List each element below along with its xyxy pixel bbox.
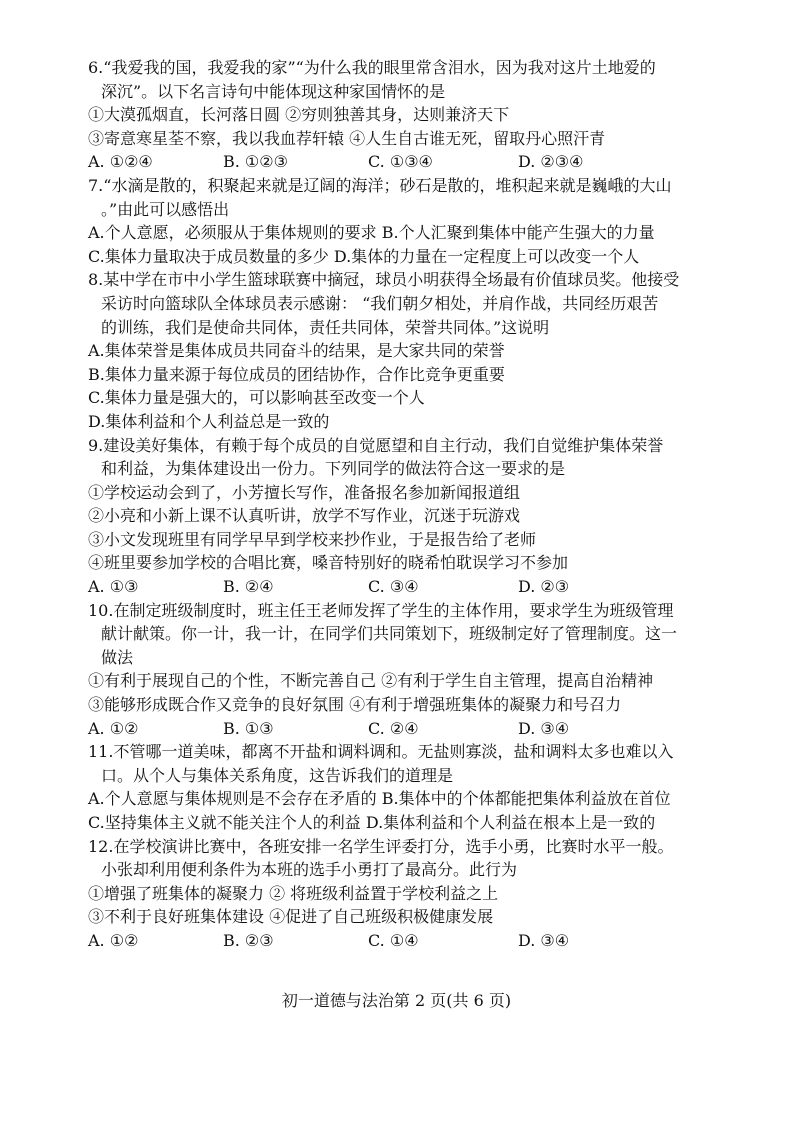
question-stem: 采访时向篮球队全体球员表示感谢： “我们朝夕相处，并肩作战，共同经历艰苦 <box>101 293 659 313</box>
question-stem: 深沉”。以下名言诗句中能体现这种家国情怀的是 <box>101 81 446 101</box>
question-stem: 8.某中学在市中小学生篮球联赛中摘冠，球员小明获得全场最有价值球员奖。他接受 <box>88 270 680 290</box>
answer-choices <box>88 575 710 599</box>
choice-c[interactable]: C. ①④ <box>368 930 419 950</box>
question-stem: 。”由此可以感悟出 <box>101 199 230 219</box>
choice-a[interactable]: A. ①② <box>88 718 139 738</box>
exam-page <box>88 56 710 953</box>
choice-d[interactable]: D. ③④ <box>518 930 570 950</box>
choice-a[interactable]: A. ①②④ <box>88 152 153 172</box>
question-12 <box>88 835 710 953</box>
option-line[interactable]: C.坚持集体主义就不能关注个人的利益 D.集体利益和个人利益在根本上是一致的 <box>88 813 656 832</box>
question-stem: 7.“水滴是散的，积聚起来就是辽阔的海洋；砂石是散的，堆积起来就是巍峨的大山 <box>88 175 672 195</box>
statement-line: ③不利于良好班集体建设 ④促进了自己班级积极健康发展 <box>88 907 494 927</box>
question-6 <box>88 56 710 174</box>
statement-line: ③能够形成既合作又竞争的良好氛围 ④有利于增强班集体的凝聚力和号召力 <box>88 695 622 715</box>
choice-b[interactable]: B. ②④ <box>223 577 274 597</box>
question-11 <box>88 740 710 834</box>
option-a[interactable]: A.集体荣誉是集体成员共同奋斗的结果，是大家共同的荣誉 <box>88 341 505 361</box>
choice-d[interactable]: D. ②③ <box>518 577 570 597</box>
question-8 <box>88 268 710 433</box>
statement-line: ③小文发现班里有同学早早到学校来抄作业，于是报告给了老师 <box>88 529 537 549</box>
question-7 <box>88 174 710 268</box>
choice-c[interactable]: C. ③④ <box>368 577 419 597</box>
choice-d[interactable]: D. ②③④ <box>518 152 584 172</box>
statement-line: ②小亮和小新上课不认真听讲，放学不写作业，沉迷于玩游戏 <box>88 506 521 526</box>
choice-d[interactable]: D. ③④ <box>518 718 570 738</box>
question-9 <box>88 434 710 599</box>
choice-a[interactable]: A. ①③ <box>88 577 139 597</box>
choice-c[interactable]: C. ②④ <box>368 718 419 738</box>
statement-line: ①增强了班集体的凝聚力 ② 将班级利益置于学校利益之上 <box>88 883 499 903</box>
choice-b[interactable]: B. ②③ <box>223 930 274 950</box>
option-b[interactable]: B.集体力量来源于每位成员的团结协作，合作比竞争更重要 <box>88 364 505 384</box>
statement-line: ①有利于展现自己的个性，不断完善自己 ②有利于学生自主管理，提高自治精神 <box>88 671 654 691</box>
statement-line: ③寄意寒星荃不察，我以我血荐轩辕 ④人生自古谁无死，留取丹心照汗青 <box>88 128 606 148</box>
question-stem: 口。从个人与集体关系角度，这告诉我们的道理是 <box>101 765 454 785</box>
statement-line: ①大漠孤烟直，长河落日圆 ②穷则独善其身，达则兼济天下 <box>88 105 510 125</box>
question-10 <box>88 599 710 741</box>
question-stem: 献计献策。你一计，我一计，在同学们共同策划下，班级制定好了管理制度。这一 <box>101 624 678 644</box>
option-line[interactable]: A.个人意愿与集体规则是不会存在矛盾的 B.集体中的个体都能把集体利益放在首位 <box>88 789 671 809</box>
option-line[interactable]: A.个人意愿，必须服从于集体规则的要求 B.个人汇聚到集体中能产生强大的力量 <box>88 223 655 243</box>
option-c[interactable]: C.集体力量是强大的，可以影响甚至改变一个人 <box>88 388 425 408</box>
question-stem: 小张却利用便利条件为本班的选手小勇打了最高分。此行为 <box>101 860 518 880</box>
choice-a[interactable]: A. ①② <box>88 930 139 950</box>
answer-choices <box>88 929 710 953</box>
choice-b[interactable]: B. ①②③ <box>223 152 288 172</box>
question-stem: 的训练，我们是使命共同体，责任共同体，荣誉共同体。”这说明 <box>101 317 550 337</box>
answer-choices <box>88 717 710 741</box>
option-d[interactable]: D.集体利益和个人利益总是一致的 <box>88 411 330 431</box>
question-stem: 11.不管哪一道美味，都离不开盐和调料调和。无盐则寡淡，盐和调料太多也难以入 <box>88 742 674 762</box>
choice-b[interactable]: B. ①③ <box>223 718 274 738</box>
statement-line: ①学校运动会到了，小芳擅长写作，准备报名参加新闻报道组 <box>88 482 521 502</box>
question-stem: 做法 <box>101 647 134 667</box>
choice-c[interactable]: C. ①③④ <box>368 152 433 172</box>
question-stem: 10.在制定班级制度时，班主任王老师发挥了学生的主体作用，要求学生为班级管理 <box>88 600 674 620</box>
answer-choices <box>88 150 710 174</box>
question-stem: 12.在学校演讲比赛中，各班安排一名学生评委打分，选手小勇，比赛时水平一般。 <box>88 836 674 856</box>
statement-line: ④班里要参加学校的合唱比赛，嗓音特别好的晓希怕耽误学习不参加 <box>88 553 569 573</box>
question-stem: 9.建设美好集体，有赖于每个成员的自觉愿望和自主行动，我们自觉维护集体荣誉 <box>88 435 664 455</box>
question-stem: 6.“我爱我的国，我爱我的家”“为什么我的眼里常含泪水，因为我对这片土地爱的 <box>88 58 656 77</box>
option-line[interactable]: C.集体力量取决于成员数量的多少 D.集体的力量在一定程度上可以改变一个人 <box>88 246 640 266</box>
question-stem: 和利益，为集体建设出一份力。下列同学的做法符合这一要求的是 <box>101 459 566 479</box>
page-footer: 初一道德与法治第 2 页(共 6 页) <box>281 991 512 1010</box>
